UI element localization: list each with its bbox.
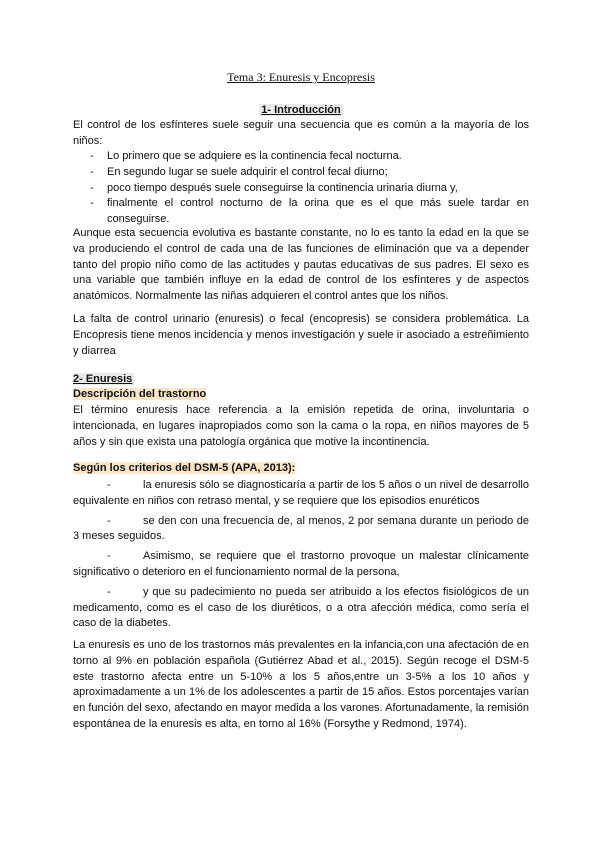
criteria-heading — [73, 462, 295, 474]
enuresis-heading-text: 2- Enuresis — [73, 373, 133, 385]
list-item: - se den con una frecuencia de, al menos, 2 por semana durante un periodo de 3 meses seguidos. — [73, 514, 529, 546]
list-item: - finalmente el control nocturno de la orina que es el que más suele tardar en conseguirse. — [73, 196, 529, 228]
intro-heading-text: 1- Introducción — [261, 104, 341, 116]
list-item: - En segundo lugar se suele adquirir el control fecal diurno; — [73, 165, 529, 181]
criteria-heading-text: Según los criterios del DSM-5 (APA, 2013): — [73, 462, 296, 474]
list-item: - y que su padecimiento no pueda ser atribuido a los efectos fisiológicos de un medicamento, como es el caso de los diuréticos, o a otra afección médica, como sería el caso de la diabetes. — [73, 585, 529, 632]
list-item: - poco tiempo después suele conseguirse la continencia urinaria diurna y, — [73, 181, 529, 197]
intro-paragraph-2: Aunque esta secuencia evolutiva es bastante constante, no lo es tanto la edad en la que se va produciendo el control de cada una de las funciones de eliminación que va a depender tanto del propio niño como de las actitudes y pautas educativas de sus padres. El sexo es una variable que también influye en la edad de control de los esfínteres y de aspectos anatómicos. Normalmente las niñas adquieren el control antes que los niños. — [73, 227, 529, 303]
list-item: - Lo primero que se adquiere es la continencia fecal nocturna. — [73, 149, 529, 165]
enuresis-heading — [73, 373, 134, 385]
description-subheading — [73, 388, 206, 400]
list-item: - la enuresis sólo se diagnosticaría a partir de los 5 años o un nivel de desarrollo equivalente en niños con retraso mental, y se requiere que los episodios enuréticos — [73, 478, 529, 510]
intro-list — [73, 149, 529, 228]
enuresis-paragraph-2: La enuresis es uno de los trastornos más prevalentes en la infancia,con una afectación de en torno al 9% en población española (Gutiérrez Abad et al., 2015). Según recoge el DSM-5 este trastorno afecta entre un 5-10% a los 5 años,entre un 3-5% a los 10 años y aproximadamente a un 1% de los adolescentes a partir de 15 años. Estos porcentajes varían en función del sexo, afectando en mayor medida a los varones. Afortunadamente, la remisión espontánea de la enuresis es alta, en torno al 16% (Forsythe y Redmond, 1974). — [73, 639, 529, 730]
description-subheading-text: Descripción del trastorno — [73, 388, 207, 400]
intro-paragraph-3: La falta de control urinario (enuresis) o fecal (encopresis) se considera problemática. La Encopresis tiene menos incidencia y menos investigación y suele ir asociado a estreñimiento y diarrea — [73, 313, 529, 357]
enuresis-paragraph-1: El término enuresis hace referencia a la emisión repetida de orina, involuntaria o intencionada, en lugares inapropiados como son la cama o la ropa, en niños mayores de 5 años y sin que exista una patología orgánica que motive la incontinencia. — [73, 404, 529, 448]
document-title: Tema 3: Enuresis y Encopresis — [227, 70, 375, 84]
intro-paragraph-1: El control de los esfínteres suele seguir una secuencia que es común a la mayoría de los niños: — [73, 119, 529, 147]
list-item: - Asimismo, se requiere que el trastorno provoque un malestar clínicamente significativo o deterioro en el funcionamiento normal de la persona, — [73, 549, 529, 581]
criteria-list — [73, 478, 529, 636]
intro-heading — [73, 104, 529, 116]
